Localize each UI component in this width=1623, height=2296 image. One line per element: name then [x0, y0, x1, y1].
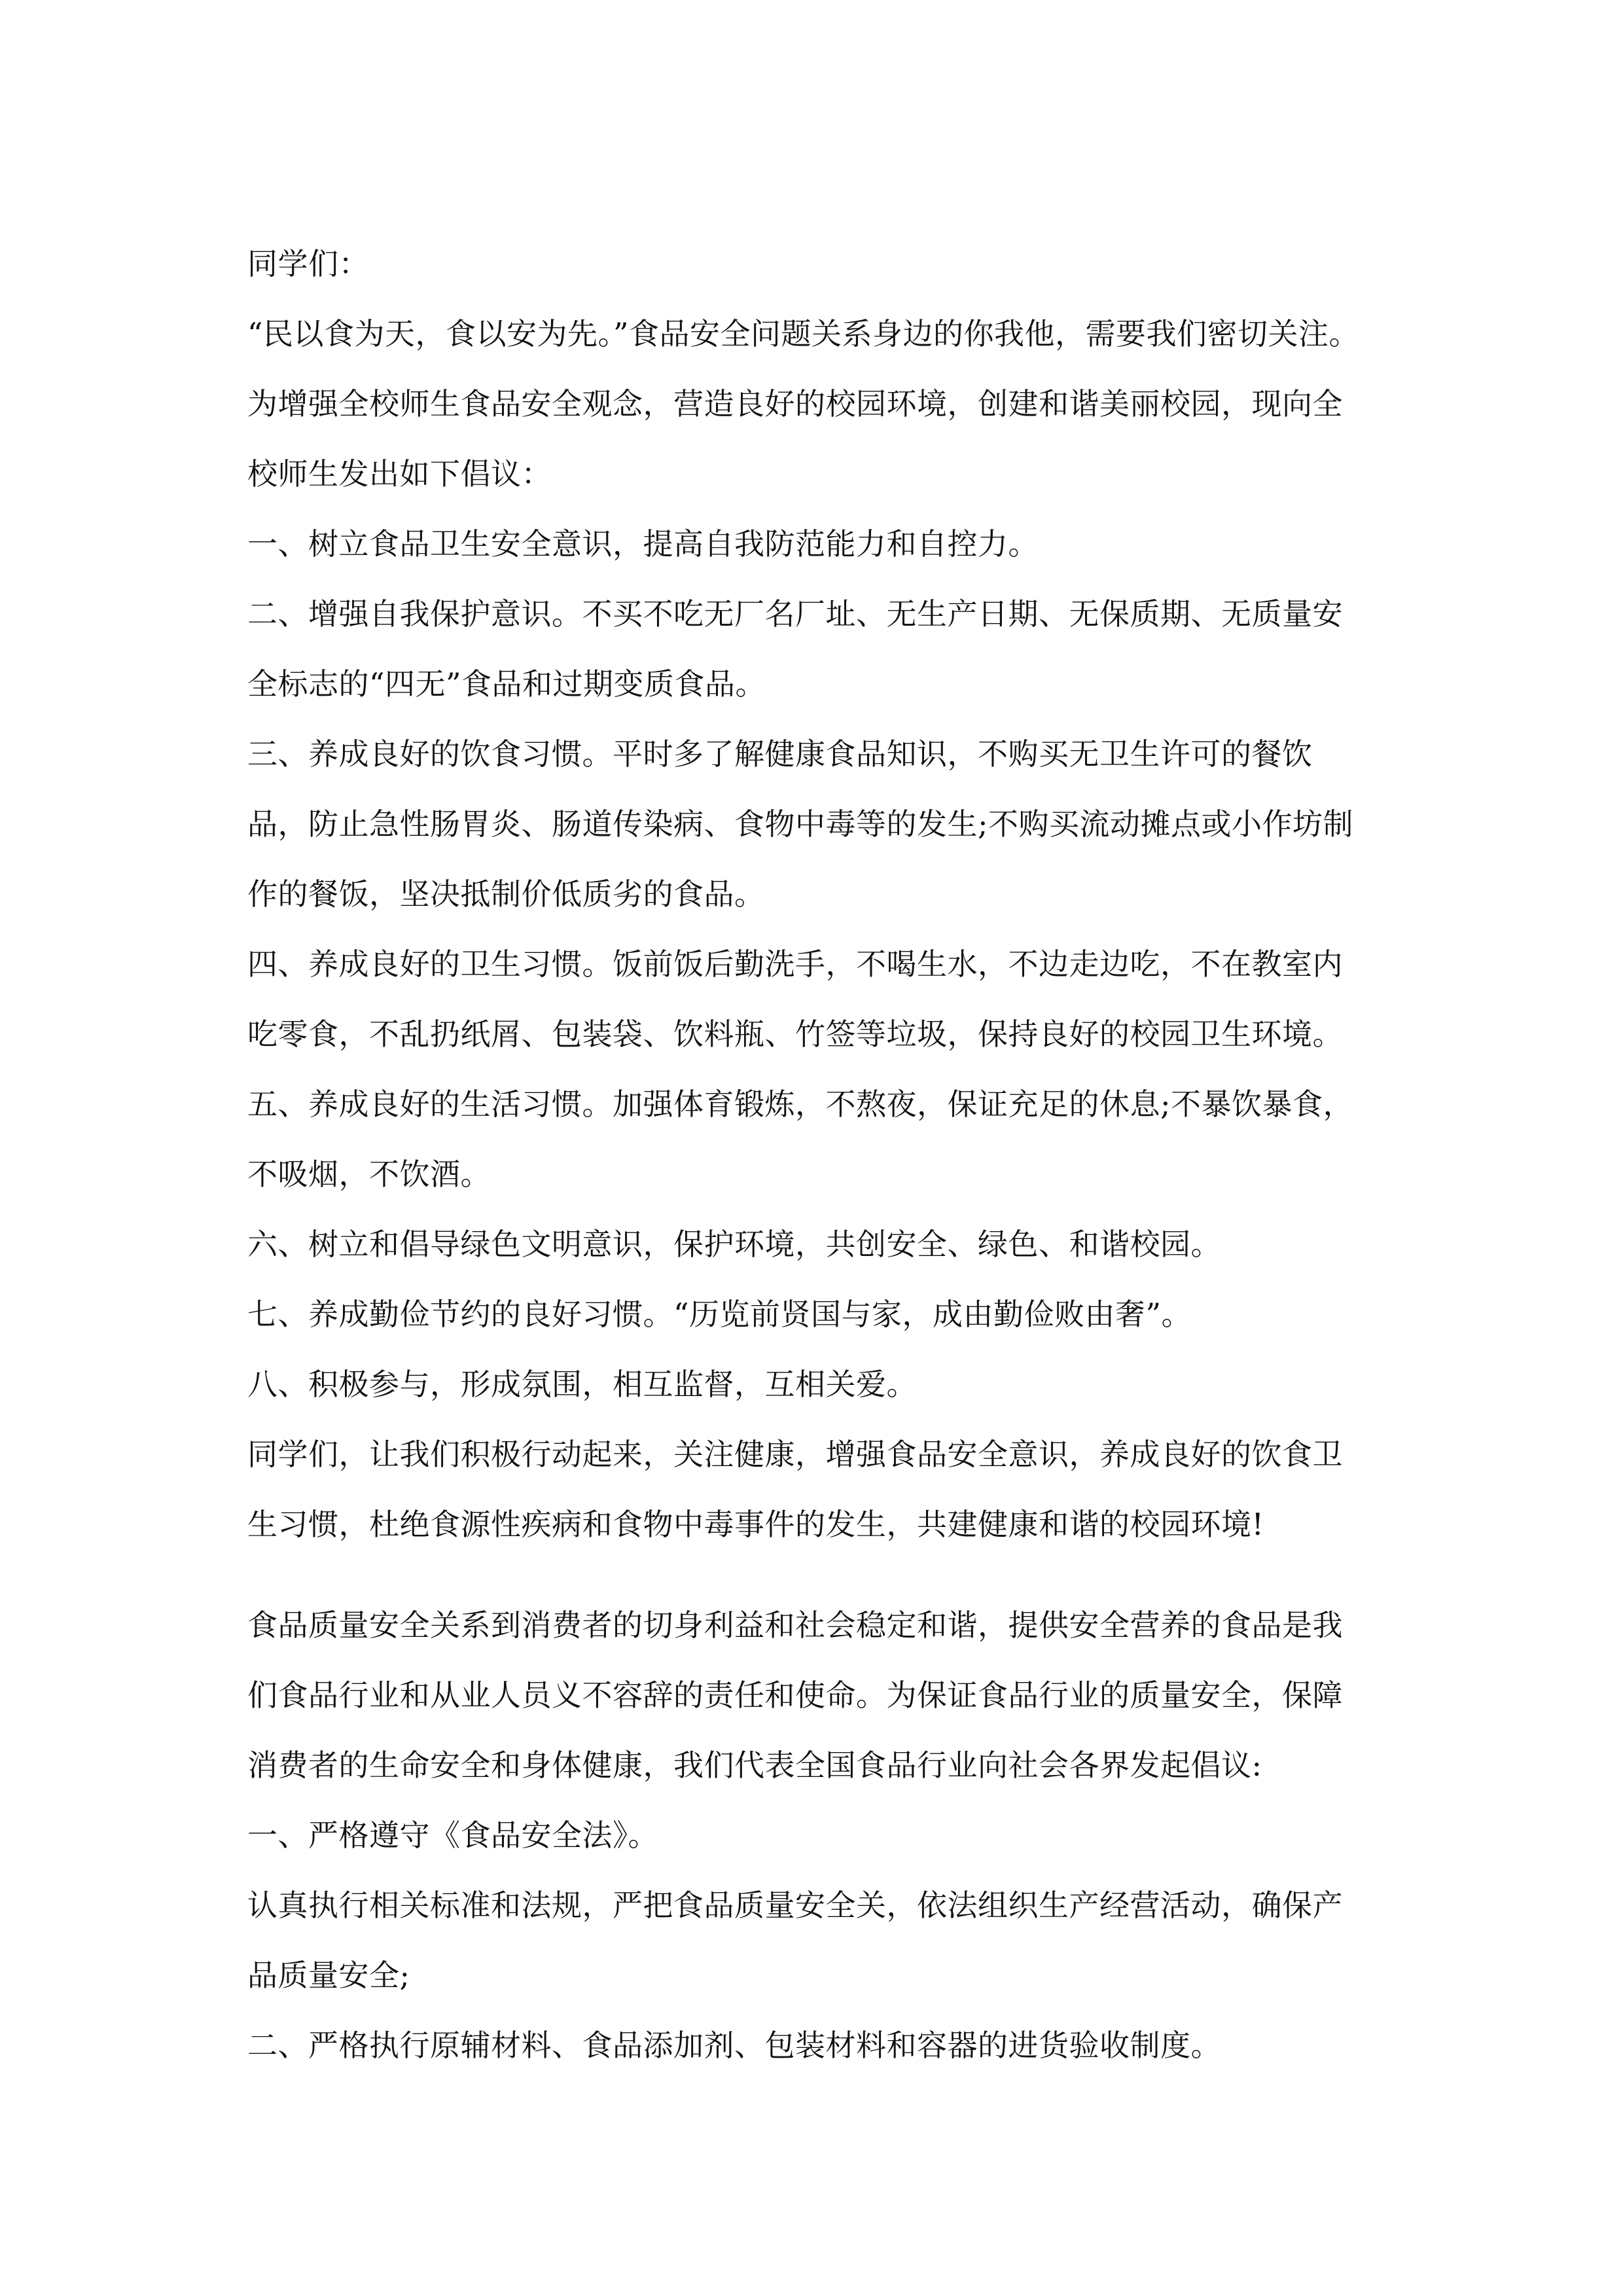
closing-paragraph: 同学们，让我们积极行动起来，关注健康，增强食品安全意识，养成良好的饮食卫生习惯，杜绝食源性疾病和食物中毒事件的发生，共建健康和谐的校园环境!	[247, 1437, 1343, 1542]
proposal-item-7: 七、养成勤俭节约的良好习惯。“历览前贤国与家，成由勤俭败由奢”。	[247, 1297, 1192, 1332]
proposal-item-6: 六、树立和倡导绿色文明意识，保护环境，共创安全、绿色、和谐校园。	[247, 1227, 1221, 1262]
intro-paragraph: “民以食为天，食以安为先。”食品安全问题关系身边的你我他，需要我们密切关注。为增强全校师生食品安全观念，营造良好的校园环境，创建和谐美丽校园，现向全校师生发出如下倡议：	[247, 316, 1360, 492]
proposal-item-8: 八、积极参与，形成氛围，相互监督，互相关爱。	[247, 1367, 917, 1402]
industry-item-1-detail: 认真执行相关标准和法规，严把食品质量安全关，依法组织生产经营活动，确保产品质量安全;	[247, 1888, 1343, 1993]
proposal-item-2: 二、增强自我保护意识。不买不吃无厂名厂址、无生产日期、无保质期、无质量安全标志的“四无”食品和过期变质食品。	[247, 596, 1343, 702]
industry-item-2: 二、严格执行原辅材料、食品添加剂、包装材料和容器的进货验收制度。	[247, 2028, 1221, 2063]
industry-item-1: 一、严格遵守《食品安全法》。	[247, 1818, 658, 1853]
industry-intro-paragraph: 食品质量安全关系到消费者的切身利益和社会稳定和谐，提供安全营养的食品是我们食品行业和从业人员义不容辞的责任和使命。为保证食品行业的质量安全，保障消费者的生命安全和身体健康，我们代表全国食品行业向社会各界发起倡议:	[247, 1607, 1343, 1783]
proposal-item-5: 五、养成良好的生活习惯。加强体育锻炼，不熬夜，保证充足的休息;不暴饮暴食，不吸烟，不饮酒。	[247, 1086, 1353, 1192]
proposal-item-3: 三、养成良好的饮食习惯。平时多了解健康食品知识，不购买无卫生许可的餐饮品，防止急性肠胃炎、肠道传染病、食物中毒等的发生;不购买流动摊点或小作坊制作的餐饭，坚决抵制价低质劣的食品。	[247, 736, 1353, 912]
proposal-item-4: 四、养成良好的卫生习惯。饭前饭后勤洗手，不喝生水，不边走边吃，不在教室内吃零食，不乱扔纸屑、包装袋、饮料瓶、竹签等垃圾，保持良好的校园卫生环境。	[247, 946, 1343, 1052]
proposal-item-1: 一、树立食品卫生安全意识，提高自我防范能力和自控力。	[247, 526, 1039, 562]
student-proposal-section	[247, 229, 1373, 1560]
greeting: 同学们：	[247, 246, 369, 281]
industry-proposal-section	[247, 1590, 1373, 2081]
